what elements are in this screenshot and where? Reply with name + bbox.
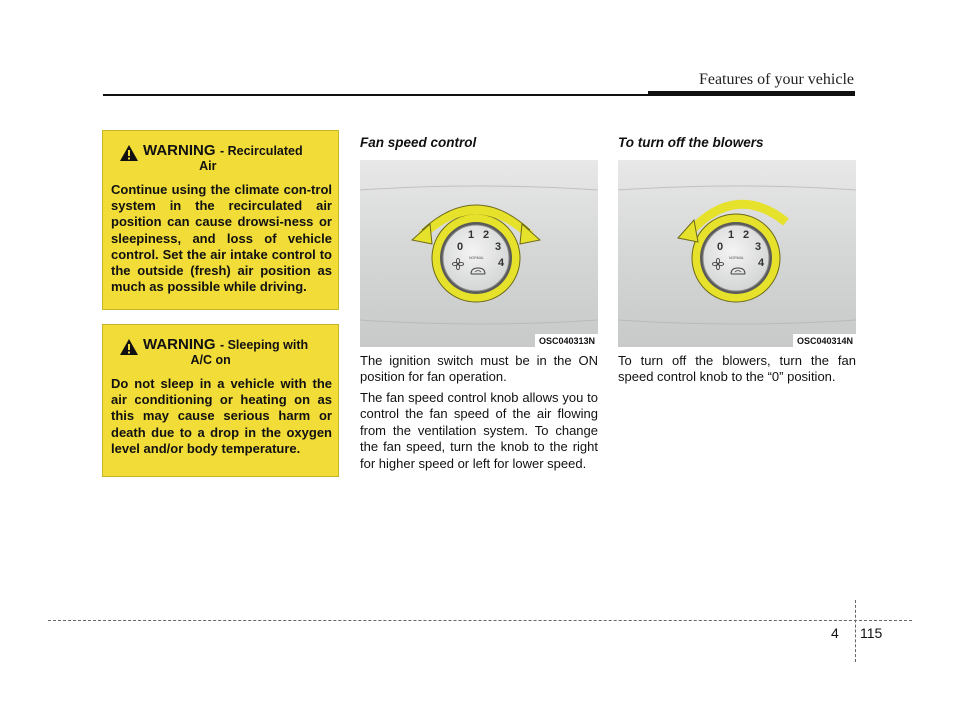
fan-speed-para-2: The fan speed control knob allows you to control the fan speed of the air flowing from the ventilation system. To change the fan speed, turn the knob to the right for higher speed or left for lower speed.: [360, 390, 598, 471]
warning-subtitle-2: A/C on: [190, 353, 231, 367]
warning-box-sleeping-ac: [102, 324, 339, 477]
figure-code: OSC040313N: [535, 334, 598, 347]
fan-knob-illustration: [360, 160, 598, 347]
fan-speed-heading: Fan speed control: [360, 135, 477, 150]
knob-label-3: 3: [755, 241, 762, 253]
chapter-number: 4: [831, 625, 839, 641]
knob-label-4: 4: [758, 257, 765, 269]
knob-label-2: 2: [743, 229, 750, 241]
warning-header: [111, 143, 332, 174]
turn-off-heading: To turn off the blowers: [618, 135, 764, 150]
knob-mode-text: NORMAL: [729, 256, 744, 260]
footer-divider: [855, 600, 856, 662]
warning-body: Continue using the climate con-trol system in the recirculated air position can cause drowsi-ness or sleepiness, and loss of vehicle control. Set the air intake control to the outside (fresh) air position as much as possible while driving.: [111, 182, 332, 295]
figure-code: OSC040314N: [793, 334, 856, 347]
warning-subtitle: - Recirculated: [219, 144, 303, 158]
footer-rule: [48, 620, 912, 621]
knob-label-1: 1: [468, 229, 475, 241]
warning-header: [111, 337, 332, 368]
knob-label-2: 2: [483, 229, 490, 241]
turn-off-para-1: To turn off the blowers, turn the fan speed control knob to the “0” position.: [618, 353, 856, 385]
fan-knob-illustration: [618, 160, 856, 347]
fan-speed-para-1: The ignition switch must be in the ON position for fan operation.: [360, 353, 598, 385]
knob-label-1: 1: [728, 229, 735, 241]
warning-body: Do not sleep in a vehicle with the air conditioning or heating on as this may cause serious harm or death due to a drop in the oxygen level and/or body temperature.: [111, 376, 332, 456]
warning-word: WARNING: [143, 142, 216, 159]
knob-mode-text: NORMAL: [469, 256, 484, 260]
knob-label-0: 0: [457, 241, 464, 253]
warning-triangle-icon: [119, 338, 139, 356]
page-number: 115: [860, 625, 883, 641]
fan-speed-figure: [360, 160, 598, 347]
warning-subtitle: - Sleeping with: [219, 338, 309, 352]
header-title: Features of your vehicle: [698, 71, 854, 88]
knob-label-0: 0: [717, 241, 724, 253]
header-rule-thick: [648, 91, 855, 96]
warning-box-recirculated-air: [102, 130, 339, 310]
warning-triangle-icon: [119, 144, 139, 162]
knob-label-3: 3: [495, 241, 502, 253]
knob-label-4: 4: [498, 257, 505, 269]
turn-off-figure: [618, 160, 856, 347]
warning-word: WARNING: [143, 336, 216, 353]
warning-subtitle-2: Air: [199, 159, 217, 173]
